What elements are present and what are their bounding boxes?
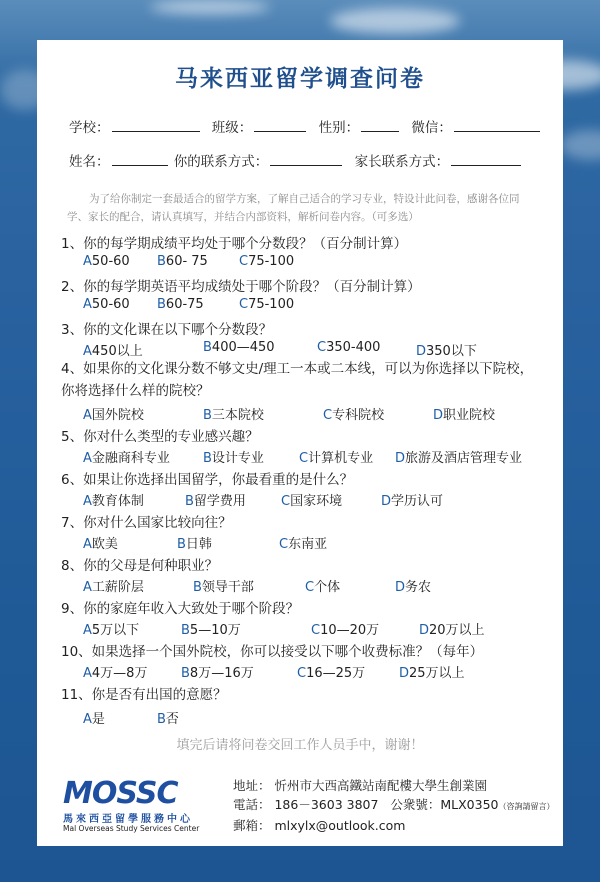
- option[interactable]: C75-100: [239, 297, 295, 312]
- option[interactable]: A4万—8万: [83, 666, 148, 681]
- option[interactable]: D20万以上: [419, 623, 485, 638]
- option[interactable]: A是: [83, 712, 105, 727]
- option[interactable]: D学历认可: [381, 494, 444, 509]
- school-field[interactable]: [112, 117, 200, 132]
- option[interactable]: D务农: [395, 580, 432, 595]
- option[interactable]: D350以下: [416, 344, 477, 359]
- contact-info: [233, 776, 554, 835]
- gender-field[interactable]: [361, 117, 399, 132]
- option[interactable]: B三本院校: [203, 408, 264, 423]
- name-label: 姓名：: [69, 154, 110, 170]
- option[interactable]: B日韩: [177, 537, 212, 552]
- option[interactable]: B5—10万: [181, 623, 241, 638]
- option[interactable]: B否: [157, 712, 179, 727]
- option[interactable]: B8万—16万: [181, 666, 254, 681]
- class-field[interactable]: [254, 117, 306, 132]
- option[interactable]: B60-75: [157, 297, 204, 312]
- option[interactable]: B领导干部: [193, 580, 254, 595]
- email-line: 郵箱： mlxylx@outlook.com: [233, 818, 406, 833]
- option[interactable]: A50-60: [83, 254, 130, 269]
- address-line: 地址： 忻州市大西高鐵站南配樓大學生創業園: [233, 778, 487, 793]
- option[interactable]: C75-100: [239, 254, 295, 269]
- option[interactable]: C个体: [305, 580, 341, 595]
- option[interactable]: C专科院校: [323, 408, 385, 423]
- closing-note: 填完后请将问卷交回工作人员手中，谢谢！: [176, 738, 424, 753]
- wechat-public: 公衆號：MLX0350: [390, 797, 499, 812]
- question-11: 11、你是否有出国的意愿？: [61, 687, 227, 703]
- question-10: 10、如果选择一个国外院校，你可以接受以下哪个收费标准？（每年）: [61, 644, 484, 660]
- option[interactable]: C16—25万: [297, 666, 366, 681]
- logo-mark: MOSSC: [63, 776, 178, 811]
- phone: 電話： 186－3603 3807: [233, 797, 379, 812]
- intro-text: 为了给你制定一套最适合的留学方案，了解自己适合的学习专业，特设计此问卷，感谢各位同学、家长的配合，请认真填写，并结合内部资料，解析问卷内容。（可多选）: [67, 193, 520, 223]
- question-3: 3、你的文化课在以下哪个分数段？: [61, 322, 273, 338]
- questionnaire-card: [37, 40, 563, 846]
- question-4: 4、如果你的文化课分数不够文史/理工一本或二本线，可以为你选择以下院校，你将选择什么样的院校？: [61, 361, 534, 399]
- logo-english-name: Mal Overseas Study Services Center: [63, 824, 200, 833]
- option[interactable]: A5万以下: [83, 623, 140, 638]
- page-title: 马来西亚留学调查问卷: [175, 66, 425, 92]
- option[interactable]: A教育体制: [83, 494, 144, 509]
- form-row-2: [69, 150, 521, 170]
- school-label: 学校：: [69, 120, 110, 136]
- option[interactable]: C350-400: [317, 340, 381, 355]
- question-8: 8、你的父母是何种职业？: [61, 558, 219, 574]
- phone-line: [233, 795, 554, 816]
- form-row-1: [69, 116, 540, 136]
- question-2: 2、你的每学期英语平均成绩处于哪个阶段？（百分制计算）: [61, 279, 421, 295]
- option[interactable]: C国家环境: [281, 494, 343, 509]
- option[interactable]: C10—20万: [311, 623, 380, 638]
- option[interactable]: C计算机专业: [299, 451, 374, 466]
- option[interactable]: D职业院校: [433, 408, 496, 423]
- option[interactable]: B设计专业: [203, 451, 264, 466]
- question-1: 1、你的每学期成绩平均处于哪个分数段？（百分制计算）: [61, 236, 408, 252]
- logo-chinese-name: 馬來西亞留學服務中心: [63, 814, 193, 825]
- parent-contact-field[interactable]: [451, 151, 521, 166]
- cloud: [560, 130, 600, 160]
- question-7: 7、你对什么国家比较向往？: [61, 515, 232, 531]
- mossc-logo: [63, 776, 213, 833]
- option[interactable]: A金融商科专业: [83, 451, 170, 466]
- option[interactable]: A450以上: [83, 344, 143, 359]
- option[interactable]: D25万以上: [399, 666, 465, 681]
- option[interactable]: B400—450: [203, 340, 275, 355]
- parent-contact-label: 家长联系方式：: [354, 154, 450, 170]
- wechat-label: 微信：: [411, 120, 452, 136]
- question-5: 5、你对什么类型的专业感兴趣？: [61, 429, 259, 445]
- name-field[interactable]: [112, 151, 168, 166]
- option[interactable]: A欧美: [83, 537, 118, 552]
- option[interactable]: B留学费用: [185, 494, 246, 509]
- gender-label: 性别：: [318, 120, 360, 136]
- option[interactable]: C东南亚: [279, 537, 328, 552]
- option[interactable]: A国外院校: [83, 408, 144, 423]
- option[interactable]: A工薪阶层: [83, 580, 144, 595]
- wechat-note: （咨詢請留言）: [498, 802, 555, 811]
- contact-label: 你的联系方式：: [173, 154, 269, 170]
- option[interactable]: A50-60: [83, 297, 130, 312]
- class-label: 班级：: [211, 120, 253, 136]
- wechat-field[interactable]: [454, 117, 540, 132]
- question-9: 9、你的家庭年收入大致处于哪个阶段？: [61, 601, 300, 617]
- cloud: [150, 0, 270, 14]
- question-6: 6、如果让你选择出国留学，你最看重的是什么？: [61, 472, 354, 488]
- contact-field[interactable]: [270, 151, 342, 166]
- option[interactable]: D旅游及酒店管理专业: [395, 451, 523, 466]
- option[interactable]: B60- 75: [157, 254, 208, 269]
- footer: [37, 772, 563, 832]
- cloud: [330, 8, 460, 34]
